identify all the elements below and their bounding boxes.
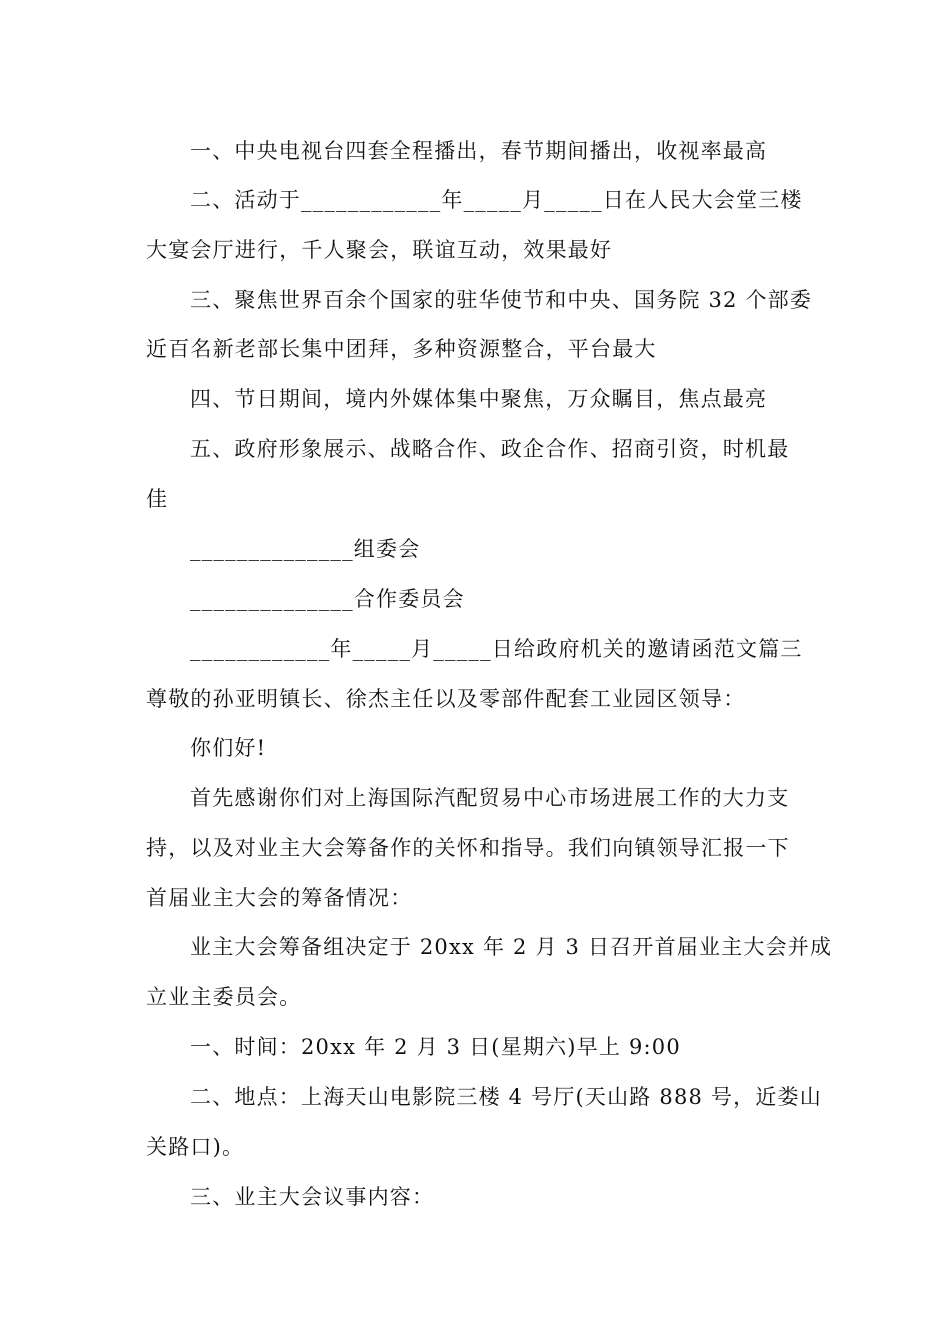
greeting-line: 你们好! [190, 736, 267, 760]
text-line: 一、中央电视台四套全程播出，春节期间播出，收视率最高 [190, 139, 768, 163]
date-line: ____________年_____月_____日给政府机关的邀请函范文篇三 [190, 637, 803, 661]
text-line: 近百名新老部长集中团拜，多种资源整合，平台最大 [146, 337, 657, 361]
salutation-line: 尊敬的孙亚明镇长、徐杰主任以及零部件配套工业园区领导： [146, 687, 746, 711]
text-line: 首届业主大会的筹备情况： [146, 886, 413, 910]
signature-line: ______________组委会 [190, 537, 421, 561]
text-line: 四、节日期间，境内外媒体集中聚焦，万众瞩目，焦点最亮 [190, 387, 768, 411]
text-line: 二、活动于____________年_____月_____日在人民大会堂三楼 [190, 188, 803, 212]
text-line: 持，以及对业主大会筹备作的关怀和指导。我们向镇领导汇报一下 [146, 836, 790, 860]
text-line: 一、时间：20xx 年 2 月 3 日(星期六)早上 9:00 [190, 1035, 681, 1059]
text-line: 五、政府形象展示、战略合作、政企合作、招商引资，时机最 [190, 437, 790, 461]
text-line: 三、聚焦世界百余个国家的驻华使节和中央、国务院 32 个部委 [190, 288, 813, 312]
text-line: 首先感谢你们对上海国际汽配贸易中心市场进展工作的大力支 [190, 786, 790, 810]
text-line: 关路口)。 [146, 1135, 245, 1159]
text-line: 二、地点：上海天山电影院三楼 4 号厅(天山路 888 号，近娄山 [190, 1085, 822, 1109]
text-line: 三、业主大会议事内容： [190, 1185, 435, 1209]
text-line: 佳 [146, 487, 169, 511]
text-line: 业主大会筹备组决定于 20xx 年 2 月 3 日召开首届业主大会并成 [190, 935, 833, 959]
text-line: 大宴会厅进行，千人聚会，联谊互动，效果最好 [146, 238, 613, 262]
text-line: 立业主委员会。 [146, 985, 302, 1009]
signature-line: ______________合作委员会 [190, 587, 465, 611]
